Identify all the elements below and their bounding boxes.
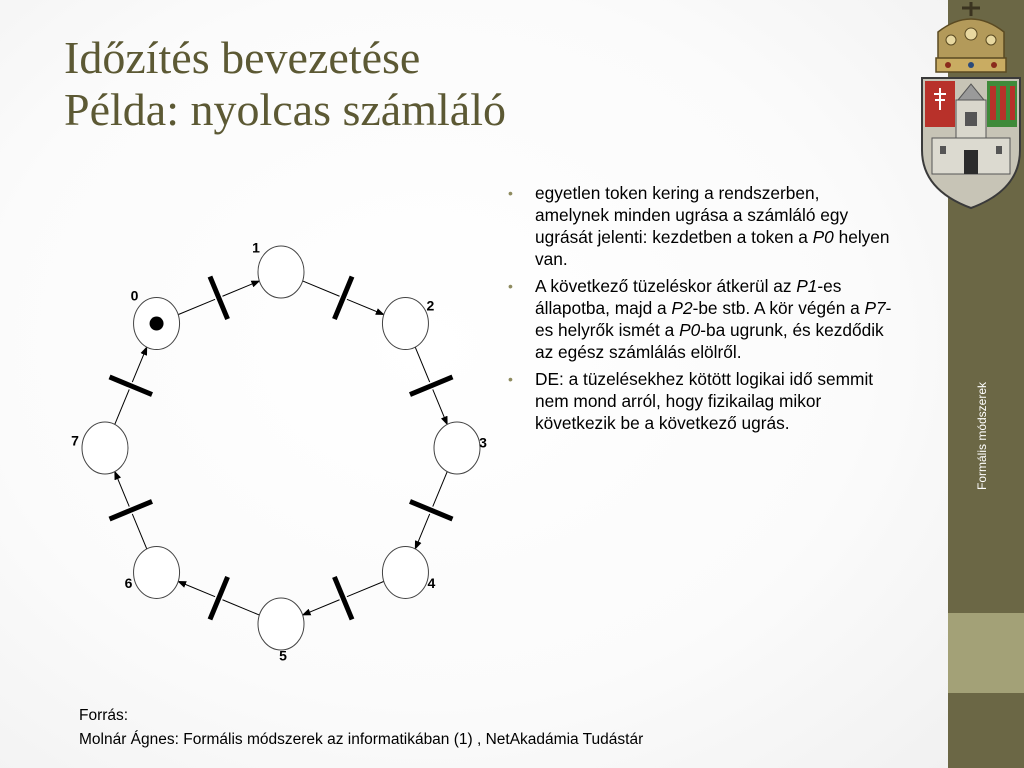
place-circle bbox=[382, 546, 428, 598]
arc-out bbox=[132, 347, 146, 382]
arc-in bbox=[115, 389, 129, 424]
place-circle bbox=[382, 298, 428, 350]
arc-in bbox=[303, 281, 340, 296]
source-label: Forrás: bbox=[79, 707, 129, 724]
bullet-item bbox=[508, 182, 898, 270]
place-label: 7 bbox=[71, 432, 79, 449]
transition-bar bbox=[410, 501, 452, 519]
arc-in bbox=[178, 299, 215, 314]
place-circle bbox=[134, 546, 180, 598]
university-crest-logo bbox=[918, 0, 1024, 210]
place-label: 2 bbox=[426, 297, 435, 314]
sidebar-vertical-text: Formális módszerek bbox=[975, 381, 989, 490]
shield-icon bbox=[922, 78, 1020, 208]
arc-in bbox=[347, 581, 384, 596]
bullet-item bbox=[508, 368, 898, 434]
bullet-text-italic: P0 bbox=[679, 320, 701, 340]
slide-title-line-1: Időzítés bevezetése bbox=[64, 32, 421, 83]
bullet-text: helyen van. bbox=[535, 227, 890, 269]
place-circle bbox=[258, 598, 304, 650]
transition-bar bbox=[110, 501, 152, 519]
arc-out bbox=[415, 514, 429, 549]
place-label: 1 bbox=[252, 239, 260, 256]
place-circle bbox=[434, 422, 480, 474]
arc-out bbox=[222, 281, 259, 296]
place-circle bbox=[258, 246, 304, 298]
transition-bar bbox=[334, 577, 352, 619]
bullet-text: A következő tüzeléskor átkerül az bbox=[535, 276, 797, 296]
bullet-text: DE: a tüzelésekhez kötött logikai idő semmit nem mond arról, hogy fizikailag mikor következik be a következő ugrás. bbox=[535, 369, 874, 433]
place-label: 6 bbox=[124, 575, 133, 592]
place-label: 5 bbox=[279, 647, 287, 664]
arc-in bbox=[433, 472, 447, 507]
bullet-text: -es állapotba, majd a bbox=[535, 276, 842, 318]
bullet-text-italic: P7 bbox=[864, 298, 886, 318]
bullet-text: -es helyrők ismét a bbox=[535, 298, 892, 340]
sidebar-band bbox=[948, 613, 1024, 693]
slide-title-line-2: Példa: nyolcas számláló bbox=[64, 84, 506, 135]
bullet-text: egyetlen token kering a rendszerben, amelynek minden ugrása a számláló egy ugrását jelenti: kezdetben a token a bbox=[535, 183, 849, 247]
place-label: 3 bbox=[479, 434, 487, 451]
arc-in bbox=[222, 600, 259, 615]
arc-in bbox=[132, 514, 146, 549]
arc-out bbox=[347, 299, 384, 314]
place-circle bbox=[82, 422, 128, 474]
bullet-text: -be stb. A kör végén a bbox=[692, 298, 865, 318]
bullet-text-italic: P0 bbox=[812, 227, 834, 247]
transition-bar bbox=[210, 577, 228, 619]
arc-out bbox=[115, 472, 129, 507]
transition-bar bbox=[110, 377, 152, 395]
transition-bar bbox=[334, 277, 352, 319]
source-text: Molnár Ágnes: Formális módszerek az informatikában (1) , NetAkadámia Tudástár bbox=[79, 731, 644, 748]
bullet-item bbox=[508, 275, 898, 363]
token-dot bbox=[150, 317, 164, 331]
arc-in bbox=[415, 347, 429, 382]
transition-bar bbox=[410, 377, 452, 395]
bullet-text-italic: P1 bbox=[796, 276, 818, 296]
bullet-list bbox=[508, 182, 898, 439]
source-citation bbox=[79, 704, 643, 752]
transition-bar bbox=[210, 277, 228, 319]
place-label: 0 bbox=[130, 287, 139, 304]
bullet-text: -ba ugrunk, és kezdődik az egész számlálás elölről. bbox=[535, 320, 884, 362]
arc-out bbox=[178, 581, 215, 596]
crown-icon bbox=[936, 2, 1006, 72]
arc-out bbox=[303, 600, 340, 615]
arc-out bbox=[433, 389, 447, 424]
bullet-text-italic: P2 bbox=[671, 298, 693, 318]
place-label: 4 bbox=[427, 575, 436, 592]
